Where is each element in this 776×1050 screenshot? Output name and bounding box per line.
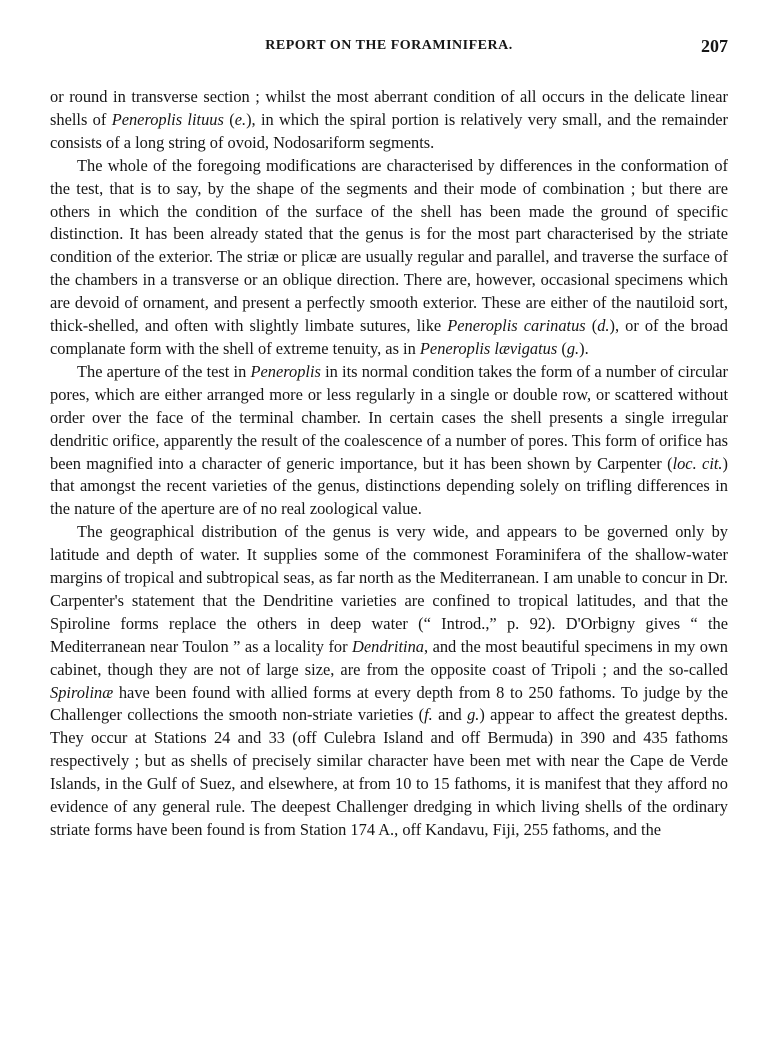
- genus-name: Peneroplis: [250, 361, 321, 381]
- text-run: (: [223, 109, 235, 129]
- text-run: The geographical distribution of the genus is very wide, and appears to be governed only by latitude and depth of water. It supplies some of the commonest Foraminifera of the shallow-water margins of tropical and subtropical seas, as far north as the Mediterranean. I am unable to concur in Dr. Carpenter's statement that the Dendritine varieties are confined to tropical latitudes, and that the Spiroline forms replace the others in deep water (“ Introd.,” p. 92). D'Orbigny gives “ the Mediterranean near Toulon ” as a locality for: [50, 522, 728, 656]
- species-name: Peneroplis carinatus: [447, 316, 586, 336]
- page-number: 207: [701, 36, 728, 56]
- figure-ref: d.: [597, 316, 610, 336]
- paragraph-2: [50, 155, 728, 361]
- figure-ref: e.: [234, 109, 247, 129]
- genus-name: Spirolinæ: [50, 682, 114, 702]
- body-text: [50, 86, 728, 842]
- figure-ref: g.: [566, 338, 580, 358]
- species-name: Peneroplis lituus: [111, 109, 224, 129]
- figure-ref: g.: [467, 705, 480, 725]
- species-name: Peneroplis lævigatus: [419, 338, 558, 358]
- running-title: REPORT ON THE FORAMINIFERA.: [265, 38, 513, 53]
- text-run: The whole of the foregoing modifications are characterised by differences in the conformation of the test, that is to say, by the shape of the segments and their mode of combination ; but there are others in which the condition of the surface of the shell has been made the ground of specific distinction. It has been already stated that the genus is for the most part characterised by the striate condition of the exterior. The striæ or plicæ are usually regular and parallel, and traverse the surface of the chambers in a transverse or an oblique direction. There are, however, occasional specimens which are devoid of ornament, and present a perfectly smooth exterior. These are either of the nautiloid sort, thick-shelled, and often with slightly limbate sutures, like: [50, 155, 728, 336]
- text-run: (: [585, 316, 598, 336]
- paragraph-4: [50, 521, 728, 842]
- text-run: ).: [579, 338, 589, 358]
- text-run: or round in transverse section ; whilst the most aberrant condition of all occurs in the delicate linear shells of: [50, 87, 728, 129]
- text-run: The aperture of the test in: [77, 361, 251, 381]
- page: [50, 38, 728, 842]
- text-run: (: [557, 338, 567, 358]
- text-run: , and the most beautiful specimens in my own cabinet, though they are not of large size, are from the opposite coast of Tripoli ; and the so-called: [50, 636, 728, 679]
- text-run: and: [432, 705, 468, 725]
- page-header: [50, 38, 728, 62]
- genus-name: Dendritina: [352, 636, 424, 656]
- text-run: in its normal condition takes the form of a number of circular pores, which are either arranged more or less regularly in a single or double row, or scattered without order over the face of the terminal chamber. In certain cases the shell presents a single irregular dendritic orifice, apparently the result of the coalescence of a number of pores. This form of orifice has been magnified into a character of generic importance, but it has been shown by Carpenter (: [50, 361, 728, 473]
- citation: loc. cit.: [672, 453, 723, 473]
- paragraph-3: [50, 361, 728, 521]
- text-run: ) that amongst the recent varieties of the genus, distinctions depending solely on trifling differences in the nature of the aperture are of no real zoological value.: [50, 453, 729, 519]
- text-run: have been found with allied forms at every depth from 8 to 250 fathoms. To judge by the Challenger collections the smooth non-striate varieties (: [50, 682, 728, 725]
- text-run: ), or of the broad complanate form with the shell of extreme tenuity, as in: [50, 316, 728, 358]
- paragraph-1: [50, 86, 728, 155]
- text-run: ) appear to affect the greatest depths. They occur at Stations 24 and 33 (off Culebra Island and off Bermuda) in 390 and 435 fathoms respectively ; but as shells of precisely similar character have been met with near the Cape de Verde Islands, in the Gulf of Suez, and elsewhere, at from 10 to 15 fathoms, it is manifest that they afford no evidence of any general rule. The deepest Challenger dredging in which living shells of the ordinary striate forms have been found is from Station 174 A., off Kandavu, Fiji, 255 fathoms, and the: [50, 705, 728, 839]
- text-run: ), in which the spiral portion is relatively very small, and the remainder consists of a long string of ovoid, Nodosariform segments.: [50, 109, 729, 152]
- figure-ref: f.: [424, 705, 433, 725]
